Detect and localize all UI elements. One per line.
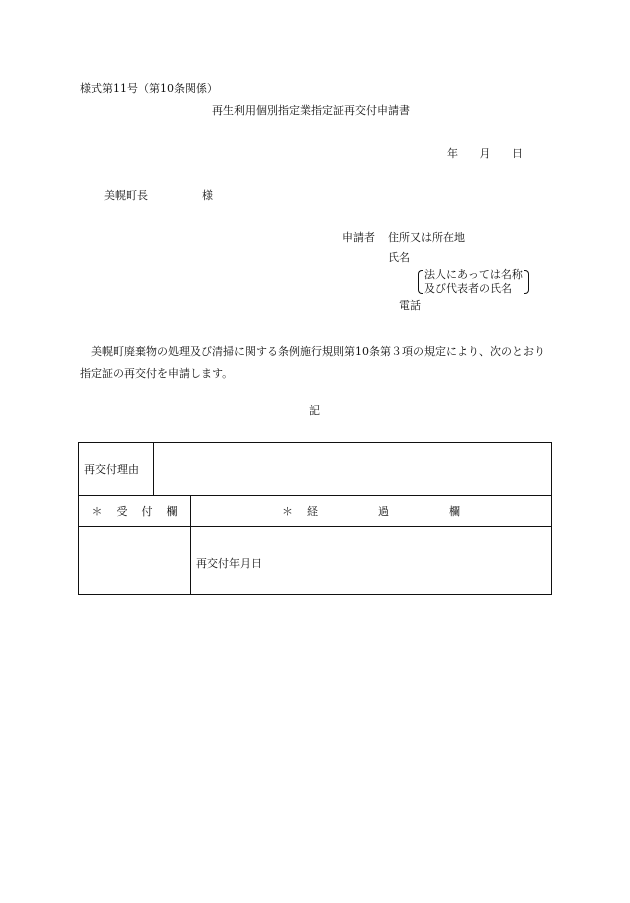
addressee bbox=[104, 189, 213, 202]
progress-asterisk: ＊ bbox=[282, 505, 293, 518]
date-month-label: 月 bbox=[479, 147, 491, 160]
form-number: 様式第11号（第10条関係） bbox=[80, 82, 218, 95]
reason-field[interactable] bbox=[154, 443, 552, 496]
corporation-note bbox=[418, 268, 529, 296]
corporation-note-line2: 及び代表者の氏名 bbox=[424, 282, 512, 295]
reception-char-3: 欄 bbox=[166, 505, 178, 518]
date-year-label: 年 bbox=[447, 147, 458, 160]
progress-char-1: 経 bbox=[307, 505, 318, 518]
addressee-name: 美幌町長 bbox=[104, 189, 148, 202]
reception-asterisk: ＊ bbox=[91, 505, 103, 518]
applicant-label: 申請者 bbox=[342, 231, 375, 244]
header-row bbox=[79, 496, 552, 527]
date-day-label: 日 bbox=[512, 147, 523, 160]
reception-char-2: 付 bbox=[141, 505, 153, 518]
corporation-note-line1: 法人にあっては名称 bbox=[424, 268, 523, 281]
body-text: 美幌町廃棄物の処理及び清掃に関する条例施行規則第10条第３項の規定により、次のとおり指定証の再交付を申請します。 bbox=[80, 345, 545, 380]
date-line bbox=[447, 147, 523, 160]
reception-char-1: 受 bbox=[116, 505, 128, 518]
reissue-date-cell[interactable] bbox=[191, 527, 552, 595]
ki-heading: 記 bbox=[309, 404, 320, 417]
application-table bbox=[78, 442, 552, 595]
progress-column-header bbox=[191, 496, 552, 527]
reason-label: 再交付理由 bbox=[79, 443, 154, 496]
reason-row bbox=[79, 443, 552, 496]
document-title: 再生利用個別指定業指定証再交付申請書 bbox=[212, 104, 410, 117]
address-label: 住所又は所在地 bbox=[388, 231, 465, 244]
progress-char-3: 欄 bbox=[449, 505, 460, 518]
reissue-date-label: 再交付年月日 bbox=[196, 556, 262, 570]
addressee-honorific: 様 bbox=[202, 189, 213, 202]
entry-row bbox=[79, 527, 552, 595]
reception-field[interactable] bbox=[79, 527, 191, 595]
name-label: 氏名 bbox=[388, 251, 410, 264]
progress-char-2: 過 bbox=[378, 505, 389, 518]
reception-column-header bbox=[79, 496, 191, 527]
phone-label: 電話 bbox=[399, 299, 421, 312]
